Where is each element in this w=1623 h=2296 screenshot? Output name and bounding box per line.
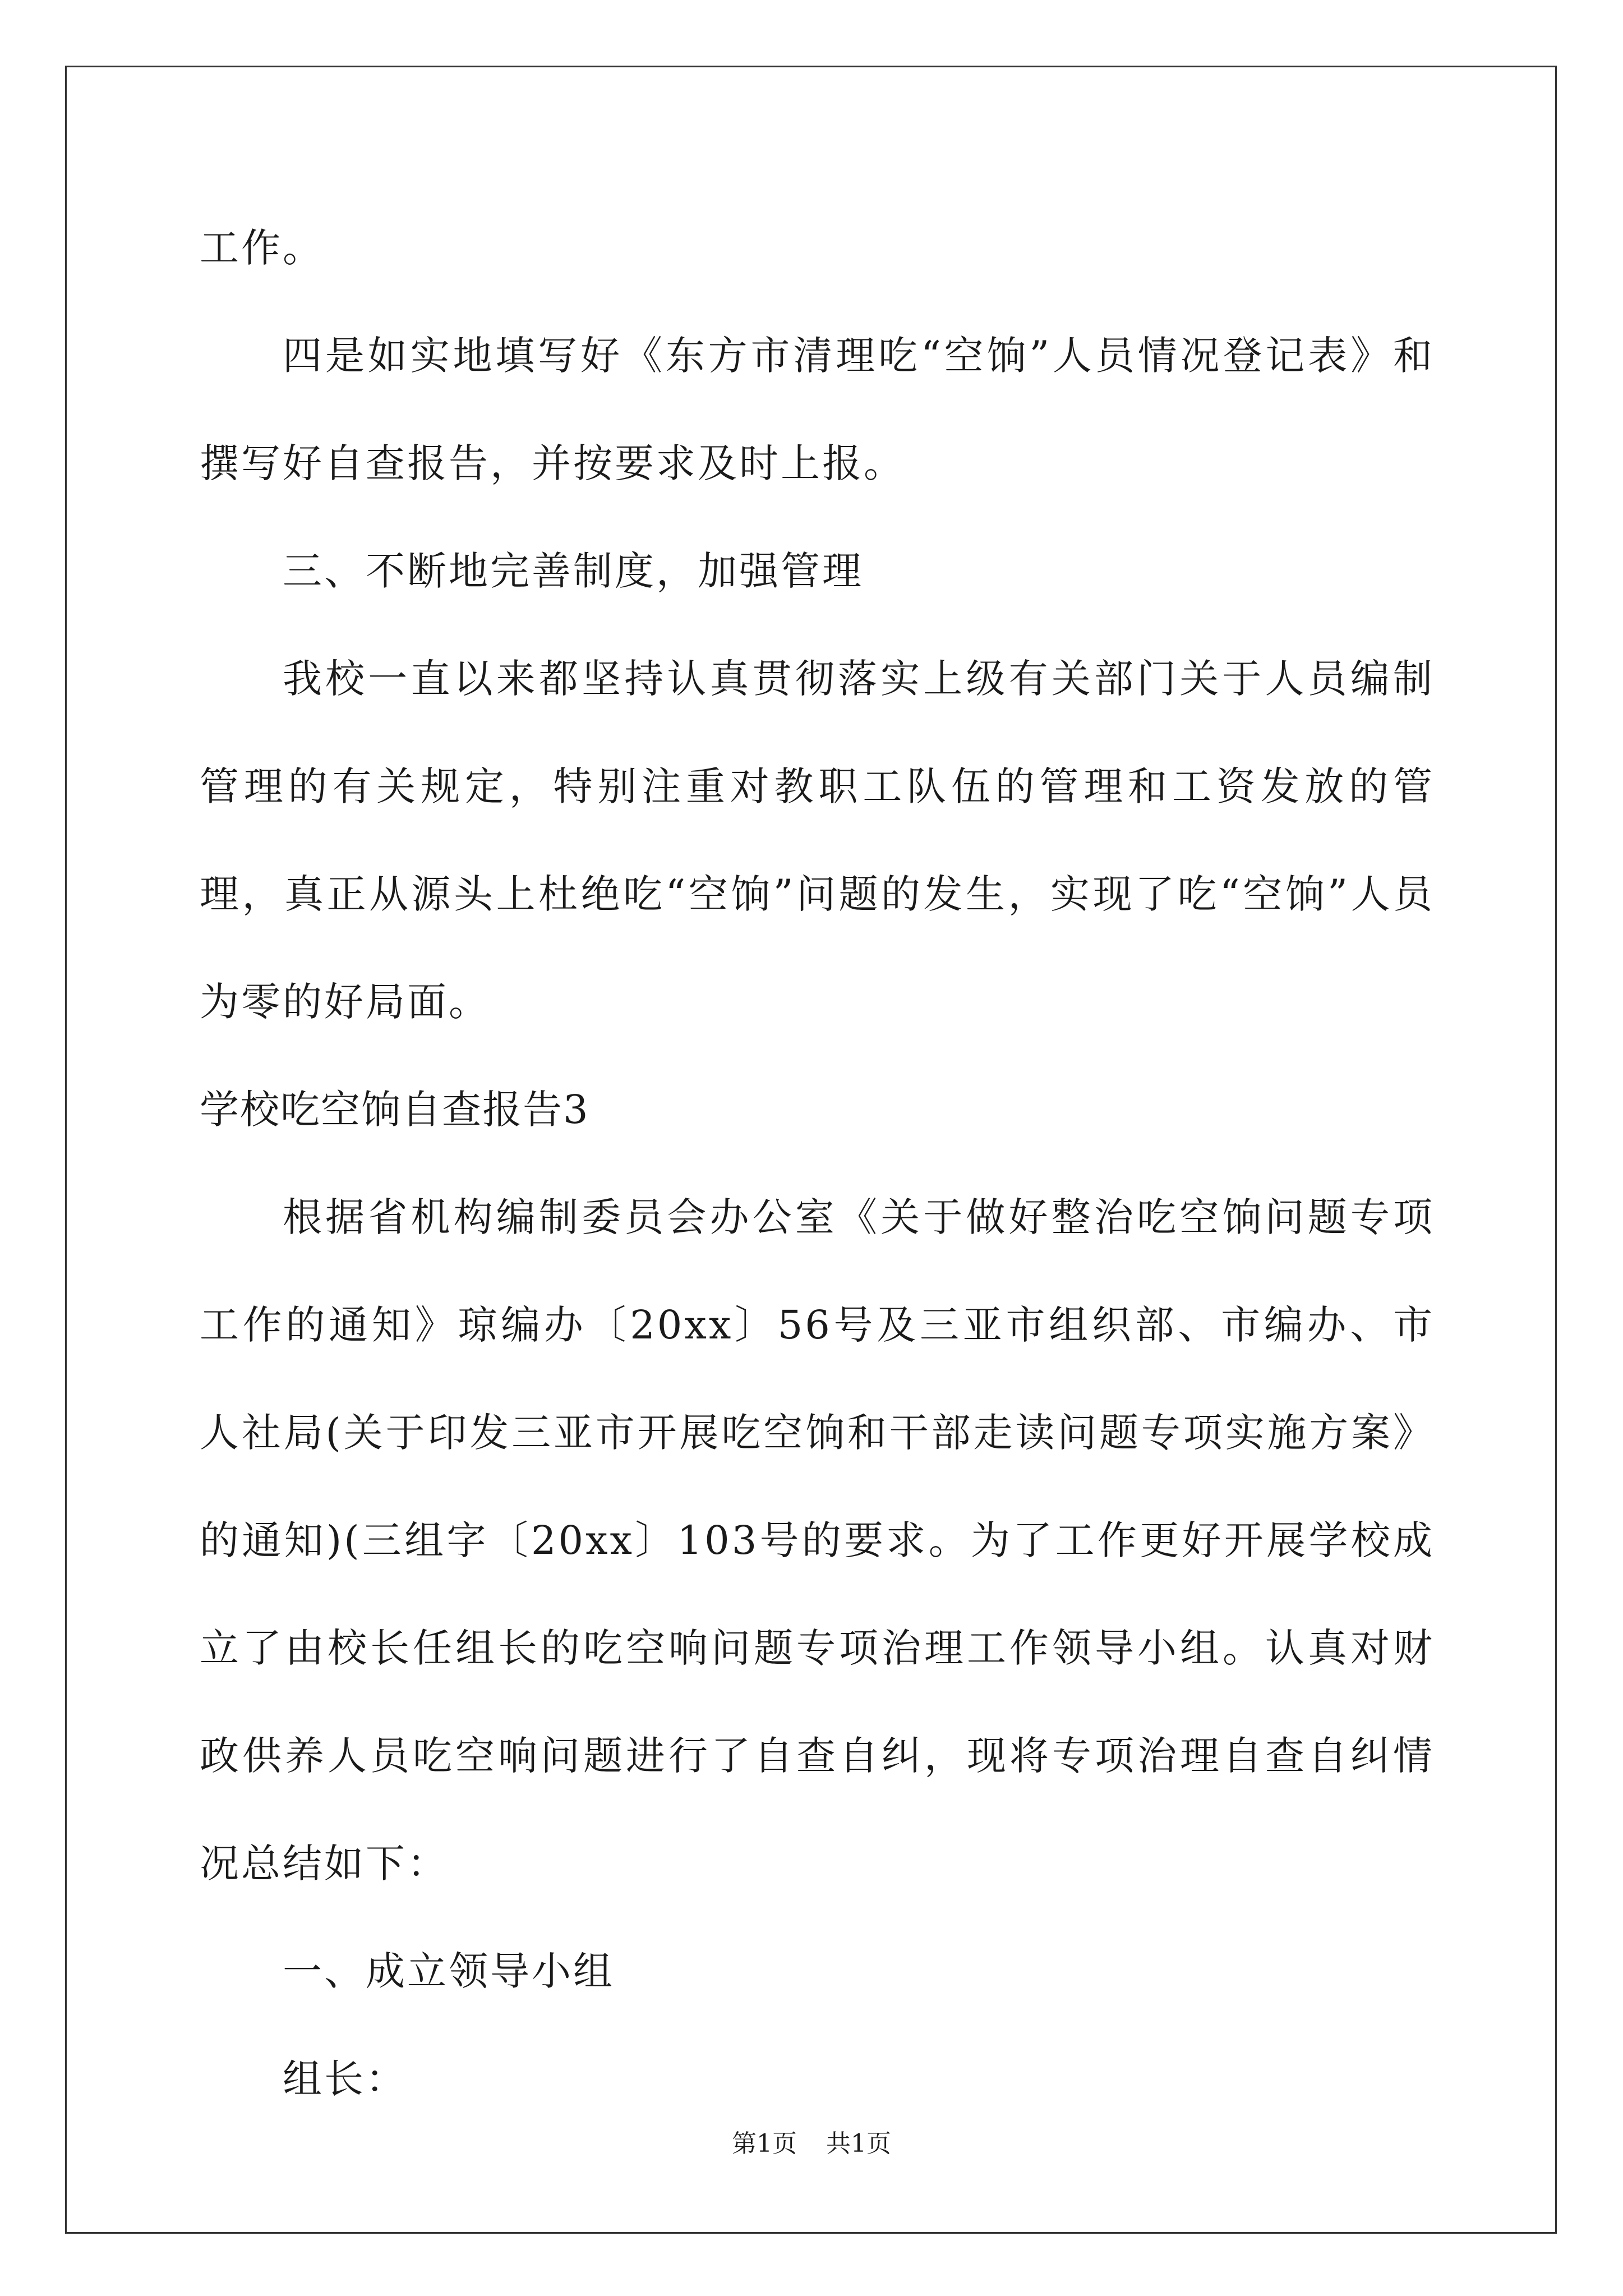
page-total: 共1页 (826, 2129, 891, 2158)
leader-label: 组长： (283, 2056, 407, 2102)
page-number: 第1页 (732, 2129, 797, 2158)
report-title: 学校吃空饷自查报告3 (200, 1087, 589, 1133)
paragraph-intro: 根据省机构编制委员会办公室《关于做好整治吃空饷问题专项工作的通知》琼编办〔20xx〕56号及三亚市组织部、市编办、市人社局(关于印发三亚市开展吃空饷和干部走读问题专项实施方案》的通知)(三组字〔20xx〕103号的要求。为了工作更好开展学校成立了由校长任组长的吃空响问题专项治理工作领导小组。认真对财政供养人员吃空响问题进行了自查自纠，现将专项治理自查自纠情况总结如下： (200, 1194, 1435, 1887)
document-body (200, 194, 1435, 2133)
section-heading-one: 一、成立领导小组 (283, 1948, 615, 1994)
paragraph-item-four: 四是如实地填写好《东方市清理吃“空饷”人员情况登记表》和撰写好自查报告，并按要求及时上报。 (200, 333, 1435, 486)
paragraph-continuation: 工作。 (200, 225, 324, 271)
page-footer (0, 2127, 1623, 2161)
section-heading-three: 三、不断地完善制度，加强管理 (283, 548, 864, 594)
paragraph-management: 我校一直以来都坚持认真贯彻落实上级有关部门关于人员编制管理的有关规定，特别注重对教职工队伍的管理和工资发放的管理，真正从源头上杜绝吃“空饷”问题的发生，实现了吃“空饷”人员为零的好局面。 (200, 656, 1435, 1025)
